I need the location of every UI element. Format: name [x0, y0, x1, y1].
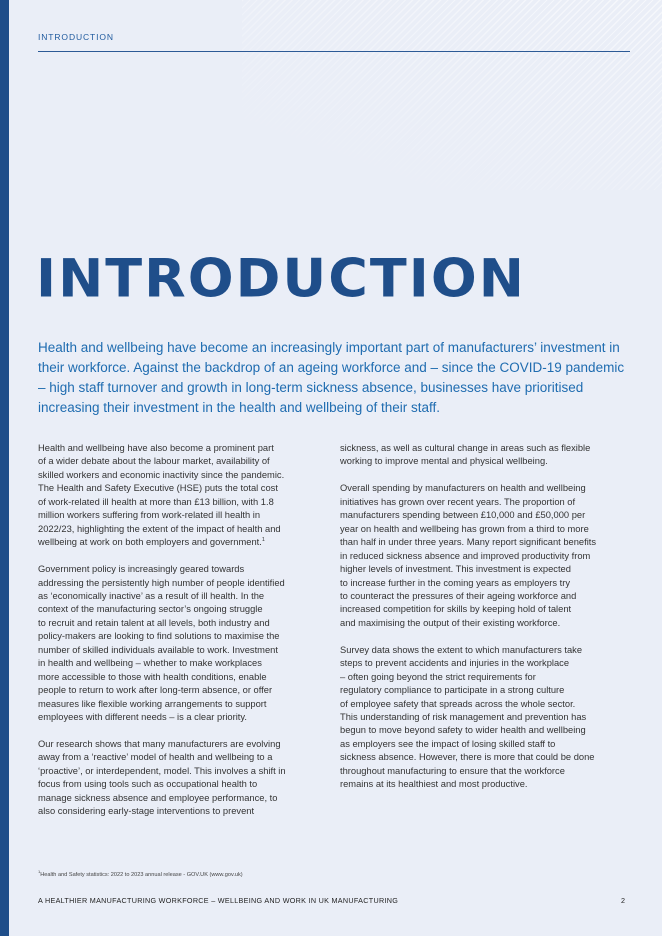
header-divider: [38, 51, 630, 52]
body-left-column: [38, 442, 320, 832]
body-paragraph: [38, 442, 320, 550]
body-paragraph: Government policy is increasingly geared towards addressing the persistently high number of people identified as ‘economically inactive’ as a result of ill health. In the context of the manufacturing sector’s ongoing struggle to recruit and retain talent at all levels, both industry and policy-makers are looking to find solutions to maximise the number of skilled individuals available to work. Investment in health and wellbeing – whether to make workplaces more accessible to those with health conditions, enable people to return to work after long-term absence, or offer measures like flexible working arrangements to support employees with different needs – is a clear priority.: [38, 564, 285, 723]
intro-paragraph: Health and wellbeing have become an increasingly important part of manufacturers’ investment in their workforce. Against the backdrop of an ageing workforce and – since the COVID-19 pandemic – high staff turnover and growth in long-term sickness absence, businesses have prioritised increasing their investment in the health and wellbeing of their staff.: [38, 340, 625, 415]
body-paragraph: sickness, as well as cultural change in areas such as flexible working to improve mental and physical wellbeing.: [340, 443, 591, 467]
left-accent-bar: [0, 0, 9, 936]
section-label: INTRODUCTION: [38, 32, 114, 42]
decorative-hatch-pattern: [242, 0, 662, 190]
page-title: INTRODUCTION: [36, 247, 526, 310]
footnote-marker: 1: [38, 869, 41, 875]
body-right-column: [340, 442, 622, 805]
page-number: 2: [621, 896, 625, 905]
footnote-reference[interactable]: 1: [261, 537, 265, 544]
body-paragraph: Our research shows that many manufacturers are evolving away from a ‘reactive’ model of health and wellbeing to a ‘proactive’, or interdependent, model. This involves a shift in focus from using tools such as occupational health to manage sickness absence and employee performance, to also considering early-stage interventions to prevent: [38, 738, 286, 817]
footnote: [38, 869, 243, 878]
footnote-link[interactable]: Health and Safety statistics: 2022 to 2023 annual release - GOV.UK (www.gov.uk): [40, 872, 243, 878]
body-paragraph: Overall spending by manufacturers on health and wellbeing initiatives has grown over recent years. The proportion of manufacturers spending between £10,000 and £50,000 per year on health and wellbeing has grown from a third to more than half in under three years. Many report significant benefits in reduced sickness absence and improved productivity from higher levels of investment. This investment is expected to increase further in the coming years as employers try to counteract the pressures of their ageing workforce and increased competition for skills by keeping hold of talent and maximising the output of their existing workforce.: [340, 483, 597, 628]
footer-title: A HEALTHIER MANUFACTURING WORKFORCE – WELLBEING AND WORK IN UK MANUFACTURING: [38, 896, 399, 905]
body-paragraph-text: Health and wellbeing have also become a prominent part of a wider debate about the labour market, availability of skilled workers and economic inactivity since the pandemic. The Health and Safety Executive (HSE) puts the total cost of work-related ill health at more than £13 billion, with 1.8 million workers suffering from work-related ill health in 2022/23, highlighting the extent of the impact of health and wellbeing at work on both employers and government.: [38, 443, 285, 548]
body-paragraph: Survey data shows the extent to which manufacturers take steps to prevent accidents and injuries in the workplace – often going beyond the strict requirements for regulatory compliance to participate in a strong culture of employee safety that spreads across the whole sector. This understanding of risk management and prevention has begun to move beyond safety to wider health and wellbeing as employers see the impact of losing skilled staff to sickness absence. However, there is more that could be done throughout manufacturing to ensure that the workforce remains at its healthiest and most productive.: [340, 644, 595, 790]
